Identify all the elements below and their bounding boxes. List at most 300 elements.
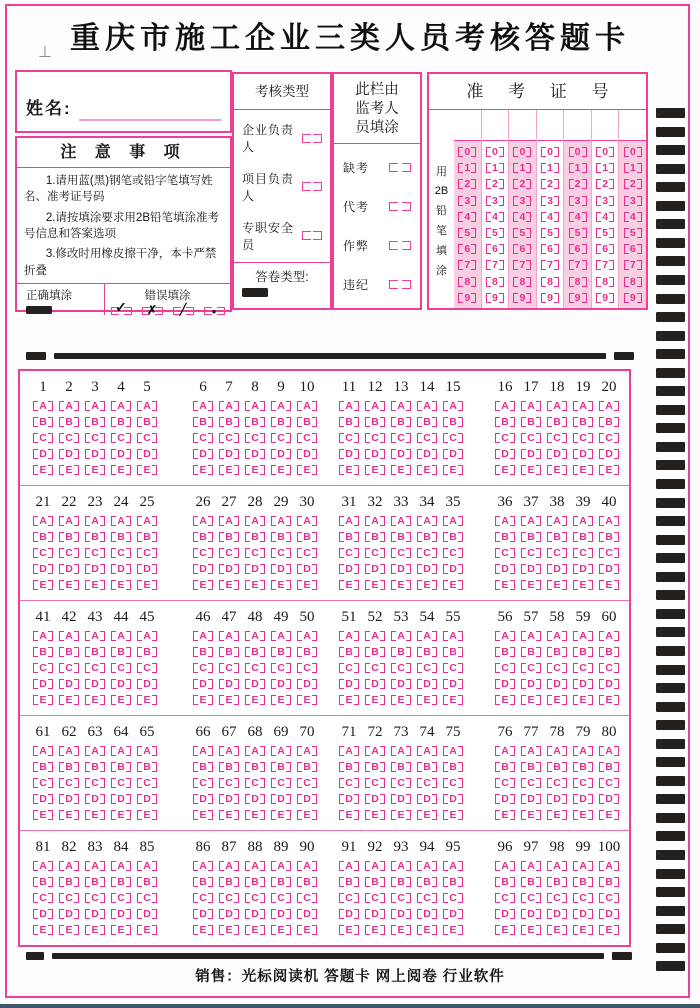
answer-bubble-22-E[interactable]: E bbox=[59, 579, 79, 591]
answer-bubble-30-A[interactable]: A bbox=[297, 515, 317, 527]
answer-bubble-90-C[interactable]: C bbox=[297, 892, 317, 904]
answer-bubble-70-A[interactable]: A bbox=[297, 745, 317, 757]
answer-bubble-44-C[interactable]: C bbox=[111, 662, 131, 674]
answer-bubble-84-D[interactable]: D bbox=[111, 908, 131, 920]
answer-bubble-35-B[interactable]: B bbox=[443, 531, 463, 543]
answer-bubble-67-C[interactable]: C bbox=[219, 777, 239, 789]
answer-bubble-45-B[interactable]: B bbox=[137, 646, 157, 658]
invigilator-option-bubble[interactable] bbox=[389, 202, 411, 211]
answer-bubble-62-D[interactable]: D bbox=[59, 793, 79, 805]
answer-bubble-71-A[interactable]: A bbox=[339, 745, 359, 757]
answer-bubble-15-D[interactable]: D bbox=[443, 448, 463, 460]
digit-bubble-4[interactable]: 4 bbox=[541, 211, 559, 223]
answer-bubble-2-B[interactable]: B bbox=[59, 416, 79, 428]
digit-bubble-0[interactable]: 0 bbox=[458, 146, 476, 158]
answer-bubble-55-B[interactable]: B bbox=[443, 646, 463, 658]
digit-bubble-8[interactable]: 8 bbox=[596, 276, 614, 288]
answer-bubble-9-B[interactable]: B bbox=[271, 416, 291, 428]
digit-bubble-3[interactable]: 3 bbox=[569, 195, 587, 207]
answer-bubble-14-A[interactable]: A bbox=[417, 400, 437, 412]
answer-bubble-76-D[interactable]: D bbox=[495, 793, 515, 805]
answer-bubble-32-E[interactable]: E bbox=[365, 579, 385, 591]
answer-bubble-54-A[interactable]: A bbox=[417, 630, 437, 642]
exam-type-option-bubble[interactable] bbox=[302, 231, 322, 240]
answer-bubble-79-D[interactable]: D bbox=[573, 793, 593, 805]
answer-bubble-88-A[interactable]: A bbox=[245, 860, 265, 872]
answer-bubble-72-C[interactable]: C bbox=[365, 777, 385, 789]
answer-bubble-82-B[interactable]: B bbox=[59, 876, 79, 888]
answer-bubble-64-C[interactable]: C bbox=[111, 777, 131, 789]
answer-bubble-82-C[interactable]: C bbox=[59, 892, 79, 904]
answer-bubble-99-C[interactable]: C bbox=[573, 892, 593, 904]
answer-bubble-92-D[interactable]: D bbox=[365, 908, 385, 920]
answer-bubble-25-B[interactable]: B bbox=[137, 531, 157, 543]
invigilator-option-bubble[interactable] bbox=[389, 163, 411, 172]
answer-bubble-87-A[interactable]: A bbox=[219, 860, 239, 872]
answer-bubble-52-A[interactable]: A bbox=[365, 630, 385, 642]
answer-bubble-19-A[interactable]: A bbox=[573, 400, 593, 412]
answer-bubble-5-D[interactable]: D bbox=[137, 448, 157, 460]
answer-bubble-14-B[interactable]: B bbox=[417, 416, 437, 428]
answer-bubble-38-C[interactable]: C bbox=[547, 547, 567, 559]
answer-bubble-43-B[interactable]: B bbox=[85, 646, 105, 658]
answer-bubble-26-C[interactable]: C bbox=[193, 547, 213, 559]
answer-bubble-26-E[interactable]: E bbox=[193, 579, 213, 591]
answer-bubble-62-C[interactable]: C bbox=[59, 777, 79, 789]
answer-bubble-92-C[interactable]: C bbox=[365, 892, 385, 904]
answer-bubble-85-E[interactable]: E bbox=[137, 924, 157, 936]
answer-bubble-8-A[interactable]: A bbox=[245, 400, 265, 412]
answer-bubble-24-E[interactable]: E bbox=[111, 579, 131, 591]
answer-bubble-10-E[interactable]: E bbox=[297, 464, 317, 476]
answer-bubble-70-D[interactable]: D bbox=[297, 793, 317, 805]
answer-bubble-96-A[interactable]: A bbox=[495, 860, 515, 872]
answer-bubble-6-D[interactable]: D bbox=[193, 448, 213, 460]
answer-bubble-45-C[interactable]: C bbox=[137, 662, 157, 674]
answer-bubble-84-C[interactable]: C bbox=[111, 892, 131, 904]
answer-bubble-89-D[interactable]: D bbox=[271, 908, 291, 920]
answer-bubble-30-D[interactable]: D bbox=[297, 563, 317, 575]
answer-bubble-24-B[interactable]: B bbox=[111, 531, 131, 543]
answer-bubble-12-E[interactable]: E bbox=[365, 464, 385, 476]
answer-bubble-53-A[interactable]: A bbox=[391, 630, 411, 642]
answer-bubble-60-B[interactable]: B bbox=[599, 646, 619, 658]
answer-bubble-99-D[interactable]: D bbox=[573, 908, 593, 920]
answer-bubble-73-D[interactable]: D bbox=[391, 793, 411, 805]
answer-bubble-12-B[interactable]: B bbox=[365, 416, 385, 428]
answer-bubble-55-E[interactable]: E bbox=[443, 694, 463, 706]
answer-bubble-75-C[interactable]: C bbox=[443, 777, 463, 789]
answer-bubble-38-B[interactable]: B bbox=[547, 531, 567, 543]
answer-bubble-47-B[interactable]: B bbox=[219, 646, 239, 658]
answer-bubble-91-A[interactable]: A bbox=[339, 860, 359, 872]
answer-bubble-33-D[interactable]: D bbox=[391, 563, 411, 575]
answer-bubble-49-E[interactable]: E bbox=[271, 694, 291, 706]
digit-bubble-3[interactable]: 3 bbox=[486, 195, 504, 207]
invigilator-option-bubble[interactable] bbox=[389, 241, 411, 250]
answer-bubble-31-C[interactable]: C bbox=[339, 547, 359, 559]
answer-bubble-69-B[interactable]: B bbox=[271, 761, 291, 773]
answer-bubble-40-B[interactable]: B bbox=[599, 531, 619, 543]
digit-bubble-1[interactable]: 1 bbox=[569, 162, 587, 174]
answer-bubble-70-C[interactable]: C bbox=[297, 777, 317, 789]
answer-bubble-77-A[interactable]: A bbox=[521, 745, 541, 757]
answer-bubble-8-B[interactable]: B bbox=[245, 416, 265, 428]
answer-bubble-35-D[interactable]: D bbox=[443, 563, 463, 575]
answer-bubble-12-A[interactable]: A bbox=[365, 400, 385, 412]
answer-bubble-55-C[interactable]: C bbox=[443, 662, 463, 674]
answer-bubble-10-A[interactable]: A bbox=[297, 400, 317, 412]
answer-bubble-64-E[interactable]: E bbox=[111, 809, 131, 821]
answer-bubble-7-B[interactable]: B bbox=[219, 416, 239, 428]
answer-bubble-11-E[interactable]: E bbox=[339, 464, 359, 476]
answer-bubble-47-E[interactable]: E bbox=[219, 694, 239, 706]
answer-bubble-22-D[interactable]: D bbox=[59, 563, 79, 575]
answer-bubble-40-D[interactable]: D bbox=[599, 563, 619, 575]
answer-bubble-33-C[interactable]: C bbox=[391, 547, 411, 559]
answer-bubble-11-B[interactable]: B bbox=[339, 416, 359, 428]
answer-bubble-73-C[interactable]: C bbox=[391, 777, 411, 789]
answer-bubble-11-A[interactable]: A bbox=[339, 400, 359, 412]
invigilator-option-bubble[interactable] bbox=[389, 280, 411, 289]
answer-bubble-31-E[interactable]: E bbox=[339, 579, 359, 591]
answer-bubble-9-C[interactable]: C bbox=[271, 432, 291, 444]
answer-bubble-28-C[interactable]: C bbox=[245, 547, 265, 559]
answer-bubble-86-D[interactable]: D bbox=[193, 908, 213, 920]
answer-bubble-46-B[interactable]: B bbox=[193, 646, 213, 658]
answer-bubble-37-B[interactable]: B bbox=[521, 531, 541, 543]
answer-bubble-70-E[interactable]: E bbox=[297, 809, 317, 821]
answer-bubble-86-A[interactable]: A bbox=[193, 860, 213, 872]
answer-bubble-10-D[interactable]: D bbox=[297, 448, 317, 460]
digit-bubble-8[interactable]: 8 bbox=[513, 276, 531, 288]
answer-bubble-100-B[interactable]: B bbox=[599, 876, 619, 888]
answer-bubble-49-D[interactable]: D bbox=[271, 678, 291, 690]
answer-bubble-17-D[interactable]: D bbox=[521, 448, 541, 460]
answer-bubble-13-D[interactable]: D bbox=[391, 448, 411, 460]
answer-bubble-90-D[interactable]: D bbox=[297, 908, 317, 920]
answer-bubble-84-B[interactable]: B bbox=[111, 876, 131, 888]
answer-bubble-76-B[interactable]: B bbox=[495, 761, 515, 773]
answer-bubble-45-A[interactable]: A bbox=[137, 630, 157, 642]
answer-bubble-86-C[interactable]: C bbox=[193, 892, 213, 904]
answer-bubble-15-B[interactable]: B bbox=[443, 416, 463, 428]
answer-bubble-26-A[interactable]: A bbox=[193, 515, 213, 527]
answer-bubble-68-A[interactable]: A bbox=[245, 745, 265, 757]
answer-bubble-93-C[interactable]: C bbox=[391, 892, 411, 904]
answer-bubble-50-E[interactable]: E bbox=[297, 694, 317, 706]
answer-bubble-5-C[interactable]: C bbox=[137, 432, 157, 444]
answer-bubble-33-A[interactable]: A bbox=[391, 515, 411, 527]
digit-bubble-6[interactable]: 6 bbox=[541, 243, 559, 255]
answer-bubble-24-D[interactable]: D bbox=[111, 563, 131, 575]
digit-bubble-5[interactable]: 5 bbox=[513, 227, 531, 239]
digit-bubble-0[interactable]: 0 bbox=[596, 146, 614, 158]
answer-bubble-100-C[interactable]: C bbox=[599, 892, 619, 904]
digit-bubble-4[interactable]: 4 bbox=[513, 211, 531, 223]
answer-bubble-28-B[interactable]: B bbox=[245, 531, 265, 543]
answer-bubble-91-B[interactable]: B bbox=[339, 876, 359, 888]
answer-bubble-80-E[interactable]: E bbox=[599, 809, 619, 821]
answer-bubble-79-C[interactable]: C bbox=[573, 777, 593, 789]
answer-bubble-25-A[interactable]: A bbox=[137, 515, 157, 527]
answer-bubble-4-E[interactable]: E bbox=[111, 464, 131, 476]
digit-bubble-0[interactable]: 0 bbox=[624, 146, 642, 158]
answer-bubble-14-D[interactable]: D bbox=[417, 448, 437, 460]
answer-bubble-10-B[interactable]: B bbox=[297, 416, 317, 428]
answer-bubble-57-E[interactable]: E bbox=[521, 694, 541, 706]
answer-bubble-17-E[interactable]: E bbox=[521, 464, 541, 476]
answer-bubble-31-A[interactable]: A bbox=[339, 515, 359, 527]
answer-bubble-60-A[interactable]: A bbox=[599, 630, 619, 642]
answer-bubble-56-C[interactable]: C bbox=[495, 662, 515, 674]
answer-bubble-77-B[interactable]: B bbox=[521, 761, 541, 773]
answer-bubble-27-C[interactable]: C bbox=[219, 547, 239, 559]
answer-bubble-4-B[interactable]: B bbox=[111, 416, 131, 428]
answer-bubble-94-D[interactable]: D bbox=[417, 908, 437, 920]
digit-bubble-6[interactable]: 6 bbox=[624, 243, 642, 255]
digit-bubble-2[interactable]: 2 bbox=[458, 178, 476, 190]
digit-bubble-5[interactable]: 5 bbox=[596, 227, 614, 239]
answer-bubble-71-C[interactable]: C bbox=[339, 777, 359, 789]
answer-bubble-95-A[interactable]: A bbox=[443, 860, 463, 872]
answer-bubble-90-A[interactable]: A bbox=[297, 860, 317, 872]
digit-bubble-4[interactable]: 4 bbox=[486, 211, 504, 223]
answer-bubble-79-E[interactable]: E bbox=[573, 809, 593, 821]
answer-bubble-96-C[interactable]: C bbox=[495, 892, 515, 904]
answer-bubble-80-D[interactable]: D bbox=[599, 793, 619, 805]
digit-bubble-3[interactable]: 3 bbox=[513, 195, 531, 207]
answer-bubble-88-C[interactable]: C bbox=[245, 892, 265, 904]
answer-bubble-74-B[interactable]: B bbox=[417, 761, 437, 773]
answer-bubble-74-D[interactable]: D bbox=[417, 793, 437, 805]
answer-bubble-89-A[interactable]: A bbox=[271, 860, 291, 872]
answer-bubble-57-C[interactable]: C bbox=[521, 662, 541, 674]
answer-bubble-71-D[interactable]: D bbox=[339, 793, 359, 805]
answer-bubble-22-B[interactable]: B bbox=[59, 531, 79, 543]
answer-bubble-90-B[interactable]: B bbox=[297, 876, 317, 888]
answer-bubble-14-E[interactable]: E bbox=[417, 464, 437, 476]
answer-bubble-42-A[interactable]: A bbox=[59, 630, 79, 642]
answer-bubble-51-B[interactable]: B bbox=[339, 646, 359, 658]
answer-bubble-89-E[interactable]: E bbox=[271, 924, 291, 936]
answer-bubble-26-B[interactable]: B bbox=[193, 531, 213, 543]
answer-bubble-58-A[interactable]: A bbox=[547, 630, 567, 642]
answer-bubble-47-D[interactable]: D bbox=[219, 678, 239, 690]
answer-bubble-41-C[interactable]: C bbox=[33, 662, 53, 674]
answer-bubble-91-C[interactable]: C bbox=[339, 892, 359, 904]
answer-bubble-68-B[interactable]: B bbox=[245, 761, 265, 773]
digit-bubble-8[interactable]: 8 bbox=[624, 276, 642, 288]
digit-bubble-7[interactable]: 7 bbox=[541, 259, 559, 271]
answer-bubble-94-B[interactable]: B bbox=[417, 876, 437, 888]
answer-bubble-44-D[interactable]: D bbox=[111, 678, 131, 690]
answer-bubble-27-A[interactable]: A bbox=[219, 515, 239, 527]
answer-bubble-93-A[interactable]: A bbox=[391, 860, 411, 872]
answer-bubble-4-A[interactable]: A bbox=[111, 400, 131, 412]
answer-bubble-15-C[interactable]: C bbox=[443, 432, 463, 444]
answer-bubble-35-E[interactable]: E bbox=[443, 579, 463, 591]
answer-bubble-19-B[interactable]: B bbox=[573, 416, 593, 428]
answer-bubble-39-C[interactable]: C bbox=[573, 547, 593, 559]
answer-bubble-16-C[interactable]: C bbox=[495, 432, 515, 444]
answer-bubble-42-B[interactable]: B bbox=[59, 646, 79, 658]
answer-bubble-69-C[interactable]: C bbox=[271, 777, 291, 789]
answer-bubble-53-E[interactable]: E bbox=[391, 694, 411, 706]
answer-bubble-75-B[interactable]: B bbox=[443, 761, 463, 773]
digit-bubble-5[interactable]: 5 bbox=[458, 227, 476, 239]
answer-bubble-50-D[interactable]: D bbox=[297, 678, 317, 690]
answer-bubble-22-A[interactable]: A bbox=[59, 515, 79, 527]
answer-bubble-56-B[interactable]: B bbox=[495, 646, 515, 658]
answer-bubble-52-E[interactable]: E bbox=[365, 694, 385, 706]
digit-bubble-0[interactable]: 0 bbox=[569, 146, 587, 158]
answer-bubble-21-E[interactable]: E bbox=[33, 579, 53, 591]
answer-bubble-2-E[interactable]: E bbox=[59, 464, 79, 476]
answer-bubble-56-E[interactable]: E bbox=[495, 694, 515, 706]
answer-bubble-81-D[interactable]: D bbox=[33, 908, 53, 920]
answer-bubble-3-C[interactable]: C bbox=[85, 432, 105, 444]
answer-bubble-80-A[interactable]: A bbox=[599, 745, 619, 757]
answer-bubble-16-A[interactable]: A bbox=[495, 400, 515, 412]
answer-bubble-55-D[interactable]: D bbox=[443, 678, 463, 690]
answer-bubble-96-E[interactable]: E bbox=[495, 924, 515, 936]
digit-bubble-5[interactable]: 5 bbox=[569, 227, 587, 239]
answer-bubble-36-C[interactable]: C bbox=[495, 547, 515, 559]
answer-bubble-88-E[interactable]: E bbox=[245, 924, 265, 936]
answer-bubble-18-C[interactable]: C bbox=[547, 432, 567, 444]
digit-bubble-0[interactable]: 0 bbox=[513, 146, 531, 158]
answer-bubble-5-E[interactable]: E bbox=[137, 464, 157, 476]
answer-bubble-34-B[interactable]: B bbox=[417, 531, 437, 543]
answer-bubble-73-E[interactable]: E bbox=[391, 809, 411, 821]
digit-bubble-4[interactable]: 4 bbox=[569, 211, 587, 223]
answer-bubble-87-C[interactable]: C bbox=[219, 892, 239, 904]
digit-bubble-7[interactable]: 7 bbox=[624, 259, 642, 271]
answer-bubble-81-B[interactable]: B bbox=[33, 876, 53, 888]
answer-bubble-97-B[interactable]: B bbox=[521, 876, 541, 888]
answer-bubble-6-B[interactable]: B bbox=[193, 416, 213, 428]
answer-bubble-58-E[interactable]: E bbox=[547, 694, 567, 706]
answer-bubble-32-C[interactable]: C bbox=[365, 547, 385, 559]
answer-bubble-23-A[interactable]: A bbox=[85, 515, 105, 527]
answer-bubble-18-B[interactable]: B bbox=[547, 416, 567, 428]
answer-bubble-13-C[interactable]: C bbox=[391, 432, 411, 444]
answer-bubble-57-A[interactable]: A bbox=[521, 630, 541, 642]
answer-bubble-3-E[interactable]: E bbox=[85, 464, 105, 476]
answer-bubble-43-E[interactable]: E bbox=[85, 694, 105, 706]
answer-bubble-27-E[interactable]: E bbox=[219, 579, 239, 591]
answer-bubble-97-D[interactable]: D bbox=[521, 908, 541, 920]
answer-bubble-72-B[interactable]: B bbox=[365, 761, 385, 773]
answer-bubble-18-E[interactable]: E bbox=[547, 464, 567, 476]
answer-bubble-64-D[interactable]: D bbox=[111, 793, 131, 805]
answer-bubble-9-A[interactable]: A bbox=[271, 400, 291, 412]
digit-bubble-3[interactable]: 3 bbox=[458, 195, 476, 207]
answer-bubble-61-A[interactable]: A bbox=[33, 745, 53, 757]
answer-bubble-11-D[interactable]: D bbox=[339, 448, 359, 460]
answer-bubble-49-B[interactable]: B bbox=[271, 646, 291, 658]
digit-bubble-2[interactable]: 2 bbox=[541, 178, 559, 190]
ticket-write-cell[interactable] bbox=[564, 110, 591, 141]
answer-bubble-59-A[interactable]: A bbox=[573, 630, 593, 642]
answer-bubble-29-C[interactable]: C bbox=[271, 547, 291, 559]
answer-bubble-63-A[interactable]: A bbox=[85, 745, 105, 757]
answer-bubble-30-E[interactable]: E bbox=[297, 579, 317, 591]
ticket-write-cell[interactable] bbox=[619, 110, 646, 141]
answer-bubble-96-D[interactable]: D bbox=[495, 908, 515, 920]
answer-bubble-72-A[interactable]: A bbox=[365, 745, 385, 757]
answer-bubble-43-D[interactable]: D bbox=[85, 678, 105, 690]
answer-bubble-9-D[interactable]: D bbox=[271, 448, 291, 460]
answer-bubble-37-D[interactable]: D bbox=[521, 563, 541, 575]
answer-bubble-85-B[interactable]: B bbox=[137, 876, 157, 888]
answer-bubble-51-D[interactable]: D bbox=[339, 678, 359, 690]
answer-bubble-83-E[interactable]: E bbox=[85, 924, 105, 936]
answer-bubble-65-A[interactable]: A bbox=[137, 745, 157, 757]
answer-bubble-7-A[interactable]: A bbox=[219, 400, 239, 412]
answer-bubble-81-E[interactable]: E bbox=[33, 924, 53, 936]
digit-bubble-8[interactable]: 8 bbox=[569, 276, 587, 288]
answer-bubble-85-C[interactable]: C bbox=[137, 892, 157, 904]
answer-bubble-47-C[interactable]: C bbox=[219, 662, 239, 674]
answer-bubble-32-A[interactable]: A bbox=[365, 515, 385, 527]
answer-bubble-78-E[interactable]: E bbox=[547, 809, 567, 821]
answer-bubble-23-E[interactable]: E bbox=[85, 579, 105, 591]
answer-bubble-41-B[interactable]: B bbox=[33, 646, 53, 658]
answer-bubble-36-A[interactable]: A bbox=[495, 515, 515, 527]
answer-bubble-25-E[interactable]: E bbox=[137, 579, 157, 591]
answer-bubble-28-D[interactable]: D bbox=[245, 563, 265, 575]
answer-bubble-18-D[interactable]: D bbox=[547, 448, 567, 460]
answer-bubble-44-E[interactable]: E bbox=[111, 694, 131, 706]
digit-bubble-4[interactable]: 4 bbox=[596, 211, 614, 223]
answer-bubble-97-C[interactable]: C bbox=[521, 892, 541, 904]
answer-bubble-94-E[interactable]: E bbox=[417, 924, 437, 936]
answer-bubble-41-A[interactable]: A bbox=[33, 630, 53, 642]
answer-bubble-66-A[interactable]: A bbox=[193, 745, 213, 757]
answer-bubble-26-D[interactable]: D bbox=[193, 563, 213, 575]
answer-bubble-48-B[interactable]: B bbox=[245, 646, 265, 658]
answer-bubble-23-B[interactable]: B bbox=[85, 531, 105, 543]
answer-bubble-13-A[interactable]: A bbox=[391, 400, 411, 412]
digit-bubble-0[interactable]: 0 bbox=[541, 146, 559, 158]
answer-bubble-38-D[interactable]: D bbox=[547, 563, 567, 575]
answer-bubble-74-A[interactable]: A bbox=[417, 745, 437, 757]
digit-bubble-8[interactable]: 8 bbox=[486, 276, 504, 288]
digit-bubble-3[interactable]: 3 bbox=[541, 195, 559, 207]
answer-bubble-67-A[interactable]: A bbox=[219, 745, 239, 757]
answer-bubble-78-A[interactable]: A bbox=[547, 745, 567, 757]
answer-bubble-32-B[interactable]: B bbox=[365, 531, 385, 543]
answer-bubble-92-E[interactable]: E bbox=[365, 924, 385, 936]
answer-bubble-19-C[interactable]: C bbox=[573, 432, 593, 444]
answer-bubble-99-A[interactable]: A bbox=[573, 860, 593, 872]
answer-bubble-17-C[interactable]: C bbox=[521, 432, 541, 444]
answer-bubble-93-B[interactable]: B bbox=[391, 876, 411, 888]
answer-bubble-62-B[interactable]: B bbox=[59, 761, 79, 773]
answer-bubble-57-D[interactable]: D bbox=[521, 678, 541, 690]
answer-bubble-42-E[interactable]: E bbox=[59, 694, 79, 706]
answer-bubble-66-C[interactable]: C bbox=[193, 777, 213, 789]
digit-bubble-6[interactable]: 6 bbox=[569, 243, 587, 255]
answer-bubble-5-A[interactable]: A bbox=[137, 400, 157, 412]
answer-bubble-73-A[interactable]: A bbox=[391, 745, 411, 757]
answer-bubble-3-D[interactable]: D bbox=[85, 448, 105, 460]
answer-bubble-41-D[interactable]: D bbox=[33, 678, 53, 690]
answer-bubble-41-E[interactable]: E bbox=[33, 694, 53, 706]
answer-bubble-78-C[interactable]: C bbox=[547, 777, 567, 789]
